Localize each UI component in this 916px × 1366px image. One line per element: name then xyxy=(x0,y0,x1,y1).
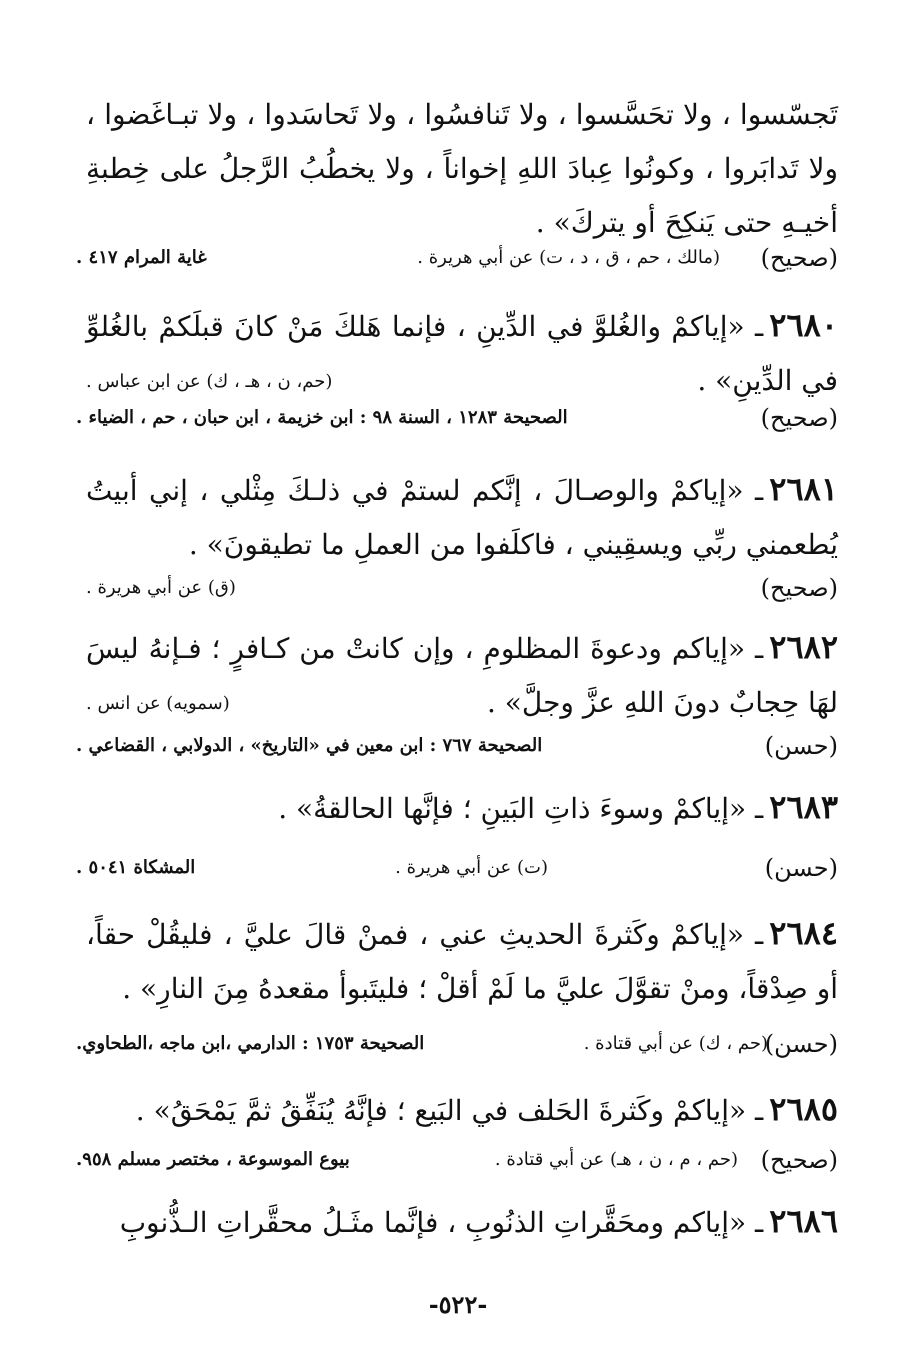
hadith-2683 xyxy=(86,780,838,836)
hadith-text: ـ «إياكم ومحَقَّراتِ الذنُوبِ ، فإنَّما مثَـلُ محقَّراتِ الـذُّنوبِ xyxy=(119,1206,764,1239)
hadith-2685-citation xyxy=(76,1140,838,1180)
hadith-2680-source-row xyxy=(86,362,838,402)
grade-label: (صحيح) xyxy=(760,244,838,272)
reference-label: المشكاة ٥٠٤١ . xyxy=(76,857,196,878)
grade-label: (حسن) xyxy=(764,1030,838,1058)
source-label: (سمويه) عن انس . xyxy=(86,693,230,714)
source-label: (حم ، ك) عن أبي قتادة . xyxy=(583,1033,768,1054)
grade-label: (حسن) xyxy=(764,732,838,760)
hadith-text: ـ «إياكمْ والغُلوَّ في الدِّينِ ، فإنما هَلكَ مَنْ كانَ قبلَكمْ بالغُلوِّ في الدِّينِ» . xyxy=(86,310,838,397)
reference-label: بيوع الموسوعة ، مختصر مسلم ٩٥٨. xyxy=(76,1149,350,1170)
source-label: (مالك ، حم ، ق ، د ، ت) عن أبي هريرة . xyxy=(417,247,720,268)
hadith-number: ٢٦٨٦ xyxy=(769,1202,838,1240)
hadith-number: ٢٦٨١ xyxy=(769,470,838,508)
hadith-text: ـ «إياكمْ وكَثرةَ الحديثِ عني ، فمنْ قالَ عليَّ ، فليقُلْ حقاً، أو صِدْقاً، ومنْ تقوَّلَ عليَّ ما لَمْ أقلْ ؛ فليتَبوأ مقعدهُ مِنَ النارِ» . xyxy=(86,918,838,1005)
reference-label: الصحيحة ١٧٥٣ : الدارمي ،ابن ماجه ،الطحاوي. xyxy=(76,1033,425,1054)
intro-text: تَجسّسوا ، ولا تحَسَّسوا ، ولا تَنافسُوا ، ولا تَحاسَدوا ، ولا تبـاغَضوا ، ولا تَدابَروا ، وكونُوا عِبادَ اللهِ إخواناً ، ولا يخطُبُ الرَّجلُ على خِطبةِ أخيـهِ حتى يَنكِحَ أو يتركَ» . xyxy=(86,98,838,239)
reference-label: الصحيحة ١٢٨٣ ، السنة ٩٨ : ابن خزيمة ، ابن حبان ، حم ، الضياء . xyxy=(76,407,568,428)
hadith-text: ـ «إياكمْ وسوءَ ذاتِ البَينِ ؛ فإنَّها الحالقةُ» . xyxy=(278,792,764,825)
hadith-number: ٢٦٨٤ xyxy=(769,914,838,952)
reference-label: الصحيحة ٧٦٧ : ابن معين في «التاريخ» ، الدولابي ، القضاعي . xyxy=(76,735,543,756)
hadith-2686 xyxy=(86,1194,838,1250)
hadith-text: ـ «إياكم ودعوةَ المظلومِ ، وإن كانتْ من كـافرٍ ؛ فـإنهُ ليسَ لهَا حِجابٌ دونَ اللهِ عزَّ وجلَّ» . xyxy=(86,632,838,719)
source-label: (ق) عن أبي هريرة . xyxy=(86,577,236,598)
hadith-2681-citation xyxy=(86,568,838,608)
source-label: (حم، ن ، هـ ، ك) عن ابن عباس . xyxy=(86,371,333,392)
hadith-text: ـ «إياكمْ والوصـالَ ، إنَّكم لستمْ في ذلـكَ مِثْلي ، إني أبيتُ يُطعمني ربِّي ويسقِيني ، فاكلَفوا من العملِ ما تطيقونَ» . xyxy=(86,474,838,561)
source-label: (ت) عن أبي هريرة . xyxy=(395,857,548,878)
hadith-text: ـ «إياكمْ وكَثرةَ الحَلف في البَيع ؛ فإنَّهُ يُنَفِّقُ ثمَّ يَمْحَقُ» . xyxy=(135,1094,764,1127)
hadith-number: ٢٦٨٠ xyxy=(769,306,838,344)
hadith-2682-source-row xyxy=(86,684,838,724)
intro-citation xyxy=(76,238,838,278)
hadith-number: ٢٦٨٢ xyxy=(769,628,838,666)
hadith-2685 xyxy=(86,1082,838,1138)
source-label: (حم ، م ، ن ، هـ) عن أبي قتادة . xyxy=(494,1149,738,1170)
grade-label: (صحيح) xyxy=(760,574,838,602)
hadith-2683-citation xyxy=(76,848,838,888)
hadith-2682-citation xyxy=(76,726,838,766)
hadith-number: ٢٦٨٥ xyxy=(769,1090,838,1128)
grade-label: (صحيح) xyxy=(760,404,838,432)
hadith-2681 xyxy=(86,462,838,572)
grade-label: (حسن) xyxy=(764,854,838,882)
intro-paragraph xyxy=(86,88,838,250)
grade-label: (صحيح) xyxy=(760,1146,838,1174)
hadith-2684 xyxy=(86,906,838,1016)
reference-label: غاية المرام ٤١٧ . xyxy=(76,247,207,268)
page-number: -٥٢٢- xyxy=(428,1290,488,1319)
hadith-number: ٢٦٨٣ xyxy=(769,788,838,826)
hadith-2684-citation xyxy=(76,1024,838,1064)
hadith-2680-citation xyxy=(76,398,838,438)
